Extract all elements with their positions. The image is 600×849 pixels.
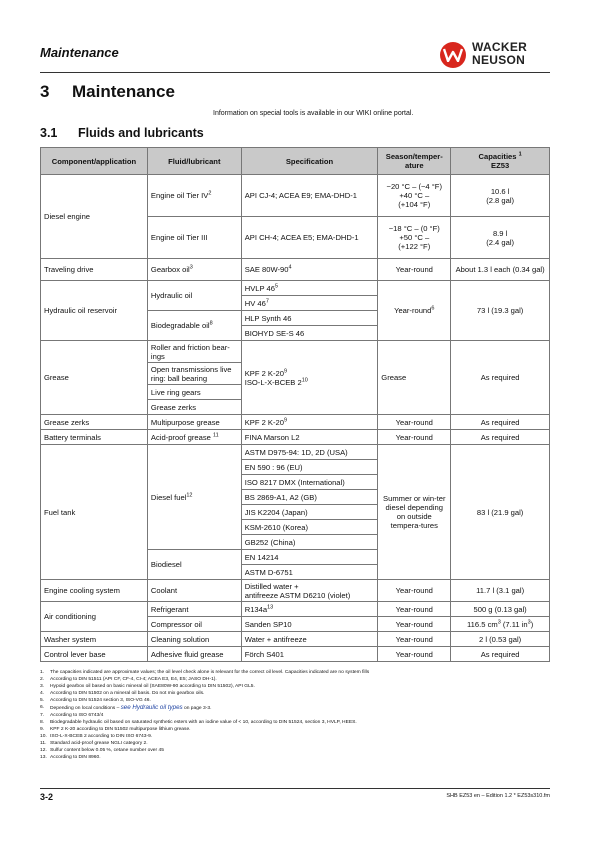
cell-season: Year-round [378, 415, 451, 430]
cell-spec [241, 602, 378, 617]
header-component: Component/application [41, 148, 148, 175]
capacities-label: Capacities [478, 152, 517, 161]
cell-component: Grease [41, 341, 148, 415]
fluid-text: Gearbox oil [150, 265, 190, 274]
cell-spec: BS 2869-A1, A2 (GB) [241, 490, 378, 505]
footnote-ref: 4 [288, 264, 292, 271]
cell-capacity: 500 g (0.13 gal) [451, 602, 550, 617]
superscript: 3 [497, 618, 501, 625]
brand-logo [440, 40, 550, 70]
footnote-text: According to ISO 6743/4 [50, 713, 104, 718]
chapter-title-text: Maintenance [72, 82, 175, 101]
table-row [41, 259, 550, 281]
cell-season [378, 281, 451, 341]
cell-spec: ASTM D-6751 [241, 565, 378, 580]
cell-spec: HLP Synth 46 [241, 311, 378, 326]
footnote-text: According to DIN 51502 on a mineral oil basis. Do not mix gearbox oils. [50, 691, 205, 696]
footnotes [40, 669, 550, 761]
cell-component: Traveling drive [41, 259, 148, 281]
season-line: (+104 °F) [398, 200, 431, 209]
capacity-text: 116.5 cm [467, 619, 498, 629]
season-text: Year-round [394, 306, 432, 315]
footnote-ref: 7 [265, 297, 269, 304]
footnote-ref: 10 [301, 376, 308, 383]
capacity-line: (2.8 gal) [486, 195, 515, 205]
table-header-row [41, 148, 550, 175]
footnote-ref: 9 [283, 416, 288, 423]
table-row [41, 445, 550, 460]
footnote-text: Biodegradable hydraulic oil based on saturated synthetic esters with an iodine value of < 10, according to DIN 51524, section 3, HVLP, HEES. [50, 720, 357, 725]
footnote-text: Depending on local conditions – [50, 706, 121, 711]
table-row [41, 647, 550, 662]
cell-capacity [451, 217, 550, 259]
cell-spec: API CH-4; ACEA E5; EMA-DHD-1 [241, 217, 378, 259]
cell-spec: GB252 (China) [241, 535, 378, 550]
header-capacities [451, 148, 550, 175]
footnote-ref: 9 [283, 367, 288, 374]
cell-component: Control lever base [41, 647, 148, 662]
cell-spec: API CJ-4; ACEA E9; EMA-DHD-1 [241, 175, 378, 217]
fluid-text: Acid-proof grease [150, 432, 211, 442]
cell-capacity: 2 l (0.53 gal) [451, 632, 550, 647]
cell-spec [241, 341, 378, 415]
cell-spec: Förch S401 [241, 647, 378, 662]
cell-season: Year-round [378, 259, 451, 281]
footnote-ref: 12 [186, 491, 193, 498]
table-row [41, 281, 550, 296]
cell-fluid: Compressor oil [147, 617, 241, 632]
chapter-number: 3 [40, 82, 50, 101]
footer-divider [40, 788, 550, 789]
cell-fluid: Hydraulic oil [147, 281, 241, 311]
fluid-text: Biodegradable oil [150, 321, 210, 330]
cell-capacity: As required [451, 341, 550, 415]
spec-line: Distilled water + [244, 581, 299, 591]
cell-fluid: Coolant [147, 580, 241, 602]
header-title: Maintenance [40, 45, 119, 60]
cell-fluid [147, 445, 241, 550]
table-row [41, 430, 550, 445]
cell-component: Grease zerks [41, 415, 148, 430]
cell-capacity: 83 l (21.9 gal) [451, 445, 550, 580]
footnote-text: Hypoid gearbox oil based on basic mineral oil (SAE80W-90 according to DIN 51502), API GL5. [50, 684, 255, 689]
cell-spec [241, 281, 378, 296]
cell-season: Year-round [378, 617, 451, 632]
footnote: 7. According to ISO 6743/4 [40, 713, 104, 718]
footnote-ref: 6 [431, 305, 435, 312]
footnote-text: According to DIN 51511 (API CF, CF-4, CI-4; ACEA E3, E4, E5; JASO DH-1). [50, 677, 217, 682]
footnote: 10. ISO-L-X-BCEB 2 according to DIN ISO 6743-9. [40, 734, 153, 739]
cell-component: Hydraulic oil reservoir [41, 281, 148, 341]
season-line: (+122 °F) [398, 242, 431, 251]
cell-season [378, 217, 451, 259]
cell-spec: Water + antifreeze [241, 632, 378, 647]
season-line: +40 °C – [399, 191, 430, 200]
cell-fluid: Live ring gears [147, 385, 241, 400]
cell-spec [241, 259, 378, 281]
section-title-text: Fluids and lubricants [78, 126, 204, 140]
cell-season: Year-round [378, 602, 451, 617]
season-line: +50 °C – [399, 233, 430, 242]
cell-fluid: Adhesive fluid grease [147, 647, 241, 662]
cell-fluid [147, 430, 241, 445]
cell-capacity: 73 l (19.3 gal) [451, 281, 550, 341]
table-row [41, 602, 550, 617]
capacity-line: (2.4 gal) [486, 237, 515, 247]
spec-text: ISO-L-X-BCEB 2 [244, 377, 302, 387]
header-fluid: Fluid/lubricant [147, 148, 241, 175]
cell-component: Washer system [41, 632, 148, 647]
logo-text [472, 41, 527, 67]
table-row [41, 341, 550, 363]
cell-component: Air conditioning [41, 602, 148, 632]
cell-spec: KSM-2610 (Korea) [241, 520, 378, 535]
spec-text: R134a [244, 604, 268, 614]
spec-text: SAE 80W-90 [244, 265, 289, 274]
footnote-text: According to DIN 51524 section 3, ISO-VG 46. [50, 698, 151, 703]
spec-line: antifreeze ASTM D6210 (violet) [244, 590, 351, 600]
cell-spec: Sanden SP10 [241, 617, 378, 632]
section-title [40, 126, 204, 140]
spec-text: HV 46 [244, 298, 266, 308]
cell-capacity: About 1.3 l each (0.34 gal) [451, 259, 550, 281]
cell-capacity [451, 617, 550, 632]
season-line: −20 °C – (−4 °F) [386, 182, 442, 191]
cell-component: Fuel tank [41, 445, 148, 580]
season-line: −18 °C – (0 °F) [388, 224, 440, 233]
header-divider [40, 72, 550, 73]
superscript: 3 [527, 618, 531, 625]
cell-fluid: Biodiesel [147, 550, 241, 580]
footnote: 11. Standard acid-proof grease NGLI category 2. [40, 741, 148, 746]
spec-text: HVLP 46 [244, 283, 275, 293]
footnote: 12. Sulfur content below 0.05 %, cetane number over 45 [40, 748, 164, 753]
cell-fluid [147, 311, 241, 341]
cell-capacity: 11.7 l (3.1 gal) [451, 580, 550, 602]
cell-component: Diesel engine [41, 175, 148, 259]
footnote-text: Sulfur content below 0.05 %, cetane number over 45 [50, 748, 164, 753]
fluids-lubricants-table [40, 147, 550, 662]
cell-spec [241, 296, 378, 311]
cell-capacity: As required [451, 415, 550, 430]
chapter-title [40, 82, 175, 102]
table-row [41, 580, 550, 602]
logo-line-2: NEUSON [472, 53, 526, 67]
cell-component: Battery terminals [41, 430, 148, 445]
cell-spec: BIOHYD SE-S 46 [241, 326, 378, 341]
footnote: 2. According to DIN 51511 (API CF, CF-4, CI-4; ACEA E3, E4, E5; JASO DH-1). [40, 677, 217, 682]
footnote-ref: 8 [209, 320, 213, 327]
cell-season [378, 175, 451, 217]
cell-spec: EN 590 : 96 (EU) [241, 460, 378, 475]
capacity-line: 10.6 l [490, 186, 510, 196]
table-row [41, 175, 550, 217]
footnote: 4. According to DIN 51502 on a mineral oil basis. Do not mix gearbox oils. [40, 691, 205, 696]
table-row [41, 415, 550, 430]
footnote: 8. Biodegradable hydraulic oil based on saturated synthetic esters with an iodine value of < 10, according to DIN 51524, section 3, HVLP, HEES. [40, 720, 357, 725]
capacity-line: 8.9 l [492, 228, 508, 238]
tools-note: Information on special tools is available in our WIKI online portal. [213, 110, 414, 117]
cell-season: Summer or win-ter diesel depending on outside tempera-tures [378, 445, 451, 580]
cell-fluid: Open transmissions live ring: ball bearing [147, 363, 241, 385]
cell-season: Year-round [378, 632, 451, 647]
capacity-text: (7.11 in [500, 619, 528, 629]
footnote-text: According to DIN 8960. [50, 755, 101, 760]
spec-text: KPF 2 K-20 [244, 368, 284, 378]
footnote-text: KPF 2 K-20 according to DIN 51502 multipurpose lithium grease. [50, 727, 191, 732]
footnote-text: Standard acid-proof grease NGLI category 2. [50, 741, 148, 746]
cell-fluid: Multipurpose grease [147, 415, 241, 430]
cell-spec: ISO 8217 DMX (International) [241, 475, 378, 490]
footnote-ref: 5 [274, 282, 279, 289]
footnote-ref: 1 [518, 151, 522, 158]
cell-spec: ASTM D975-94: 1D, 2D (USA) [241, 445, 378, 460]
cell-fluid: Refrigerant [147, 602, 241, 617]
cell-fluid [147, 259, 241, 281]
table-row [41, 632, 550, 647]
footnote-ref: 13 [267, 603, 274, 610]
cell-season: Year-round [378, 430, 451, 445]
cell-spec [241, 415, 378, 430]
capacities-model: EZ53 [491, 161, 510, 170]
cell-season: Year-round [378, 647, 451, 662]
header-specification: Specification [241, 148, 378, 175]
cell-spec: FINA Marson L2 [241, 430, 378, 445]
footnote: 5. According to DIN 51524 section 3, ISO-VG 46. [40, 698, 151, 703]
footnote: 9. KPF 2 K-20 according to DIN 51502 multipurpose lithium grease. [40, 727, 191, 732]
fluid-text: Diesel fuel [150, 492, 187, 502]
footnote-ref: 3 [189, 264, 193, 271]
cell-spec: EN 14214 [241, 550, 378, 565]
footnote: 6. Depending on local conditions – see Hydraulic oil types on page 3-3. [40, 704, 212, 711]
footnote-text: on page 3-3. [182, 706, 212, 711]
cell-season: Grease [378, 341, 451, 415]
footnote: 3. Hypoid gearbox oil based on basic mineral oil (SAE80W-90 according to DIN 51502), API GL5. [40, 684, 255, 689]
footnote-ref: 2 [208, 190, 212, 197]
page-header [40, 40, 550, 72]
cell-fluid: Roller and friction bear-ings [147, 341, 241, 363]
cell-capacity [451, 175, 550, 217]
cell-fluid: Engine oil Tier III [147, 217, 241, 259]
section-number: 3.1 [40, 126, 58, 140]
wacker-neuson-logo-icon [440, 42, 466, 68]
edition-info: SHB EZ53 en – Edition 1.2 * EZ53s310.fm [446, 793, 550, 799]
cell-component: Engine cooling system [41, 580, 148, 602]
footnote: 13. According to DIN 8960. [40, 755, 101, 760]
fluid-text: Engine oil Tier IV [150, 191, 209, 200]
cell-season: Year-round [378, 580, 451, 602]
cell-capacity: As required [451, 430, 550, 445]
cell-fluid [147, 175, 241, 217]
footnote: 1. The capacities indicated are approximate values; the oil level check alone is relevant for the correct oil level. Capacities indicated are no system fills [40, 670, 370, 675]
capacity-text: ) [530, 619, 534, 629]
logo-line-1: WACKER [472, 40, 528, 54]
cell-spec [241, 580, 378, 602]
spec-text: KPF 2 K-20 [244, 417, 284, 427]
cell-capacity: As required [451, 647, 550, 662]
footnote-text: ISO-L-X-BCEB 2 according to DIN ISO 6743-9. [50, 734, 153, 739]
footnote-text: The capacities indicated are approximate values; the oil level check alone is relevant for the correct oil level. Capacities indicated are no system fills [50, 670, 370, 675]
page-number: 3-2 [40, 792, 54, 802]
footnote-ref: 11 [212, 431, 219, 438]
cell-spec: JIS K2204 (Japan) [241, 505, 378, 520]
cell-fluid: Cleaning solution [147, 632, 241, 647]
cell-fluid: Grease zerks [147, 400, 241, 415]
header-season: Season/temper-ature [378, 148, 451, 175]
hydraulic-oil-types-link[interactable]: see Hydraulic oil types [120, 704, 183, 711]
